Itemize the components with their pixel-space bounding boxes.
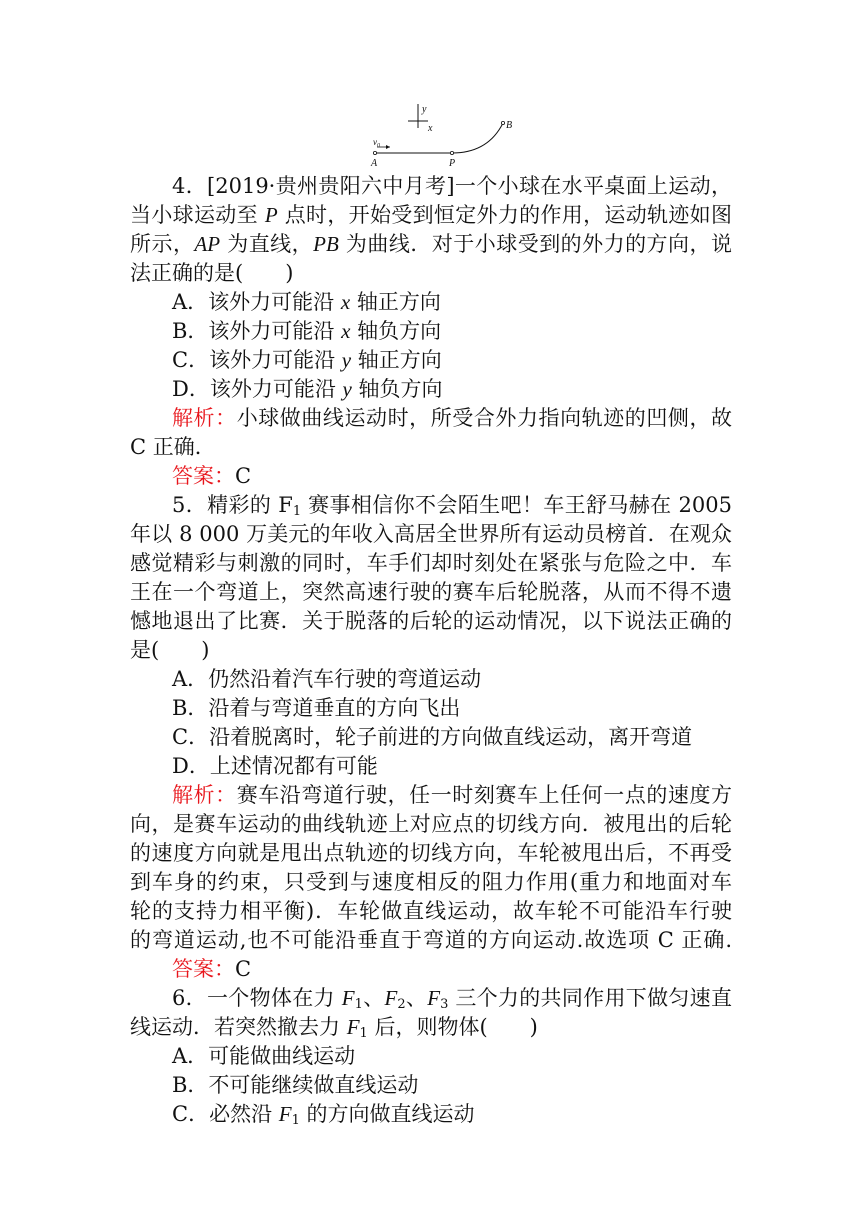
q5-line-2: 年以 8 000 万美元的年收入高居全世界所有运动员榜首．在观众: [130, 522, 732, 546]
q4-answer: 答案：C: [172, 464, 252, 488]
trajectory-figure: [370, 100, 530, 170]
q5-line-4: 王在一个弯道上，突然高速行驶的赛车后轮脱落，从而不得不遗: [130, 580, 732, 604]
q5-line-1: 5．精彩的 $F_1$ 赛事相信你不会陌生吧！车王舒马赫在 2005: [172, 493, 732, 519]
q4-option-d: D．该外力可能沿 y 轴负方向: [172, 377, 443, 401]
q6-line-1: 6．一个物体在力 $F_1$、$F_2$、$F_3$ 三个力的共同作用下做匀速直: [172, 986, 732, 1012]
q5-analysis-2: 向，是赛车运动的曲线轨迹上对应点的切线方向．被甩出的后轮: [130, 812, 732, 836]
x-axis-label: x: [428, 123, 433, 134]
q5-answer: 答案：C: [172, 957, 252, 981]
q4-analysis-2: C 正确．: [130, 435, 216, 459]
q5-line-6: 是( ): [130, 638, 210, 662]
q5-analysis-3: 的速度方向就是甩出点轨迹的切线方向，车轮被甩出后，不再受: [130, 841, 732, 865]
q6-option-c: C．必然沿 $F_1$ 的方向做直线运动: [172, 1102, 475, 1128]
q4-line-2: 当小球运动至 P 点时，开始受到恒定外力的作用，运动轨迹如图: [130, 203, 732, 227]
label-a: A: [371, 158, 378, 169]
q5-analysis-6: 的弯道运动,也不可能沿垂直于弯道的方向运动.故选项 C 正确.: [130, 928, 732, 952]
answer-label: 答案：: [172, 464, 235, 488]
q4-option-b: B．该外力可能沿 x 轴负方向: [172, 319, 442, 343]
q5-option-d: D．上述情况都有可能: [172, 754, 378, 778]
analysis-label: 解析：: [172, 406, 237, 430]
analysis-label: 解析：: [172, 783, 237, 807]
q5-line-3: 感觉精彩与刺激的同时，车手们却时刻处在紧张与危险之中．车: [130, 551, 732, 575]
document-body: [130, 172, 732, 1129]
q5-analysis-5: 轮的支持力相平衡)．车轮做直线运动，故车轮不可能沿车行驶: [130, 899, 732, 923]
point-a: [373, 151, 376, 154]
q4-analysis-1: 解析：小球做曲线运动时，所受合外力指向轨迹的凹侧，故: [172, 406, 732, 430]
q6-line-2: 线运动．若突然撤去力 $F_1$ 后，则物体( ): [130, 1015, 538, 1041]
q5-option-c: C．沿着脱离时，轮子前进的方向做直线运动，离开弯道: [172, 725, 693, 749]
label-b: B: [506, 120, 513, 131]
q4-option-a: A．该外力可能沿 x 轴正方向: [172, 290, 441, 314]
q5-option-b: B．沿着与弯道垂直的方向飞出: [172, 696, 461, 720]
q6-option-a: A．可能做曲线运动: [172, 1044, 356, 1068]
answer-label: 答案：: [172, 957, 235, 981]
q5-option-a: A．仍然沿着汽车行驶的弯道运动: [172, 667, 482, 691]
q4-option-c: C．该外力可能沿 y 轴正方向: [172, 348, 442, 372]
q4-line-1: 4．[2019·贵州贵阳六中月考]一个小球在水平桌面上运动，: [172, 174, 732, 198]
q5-line-5: 憾地退出了比赛．关于脱落的后轮的运动情况，以下说法正确的: [130, 609, 732, 633]
label-p: P: [449, 158, 456, 169]
q5-analysis-1: 解析：赛车沿弯道行驶，任一时刻赛车上任何一点的速度方: [172, 783, 732, 807]
q5-analysis-4: 到车身的约束，只受到与速度相反的阻力作用(重力和地面对车: [130, 870, 732, 894]
v0-label: $v_0$: [373, 137, 380, 149]
q6-option-b: B．不可能继续做直线运动: [172, 1073, 419, 1097]
q4-line-3: 所示，AP 为直线，PB 为曲线．对于小球受到的外力的方向，说: [130, 232, 732, 256]
point-b: [501, 121, 504, 124]
q4-line-4: 法正确的是( ): [130, 261, 294, 285]
point-p: [450, 151, 453, 154]
v0-arrowhead: [386, 145, 390, 149]
y-axis-label: y: [422, 104, 427, 115]
pb-curve: [452, 123, 503, 153]
